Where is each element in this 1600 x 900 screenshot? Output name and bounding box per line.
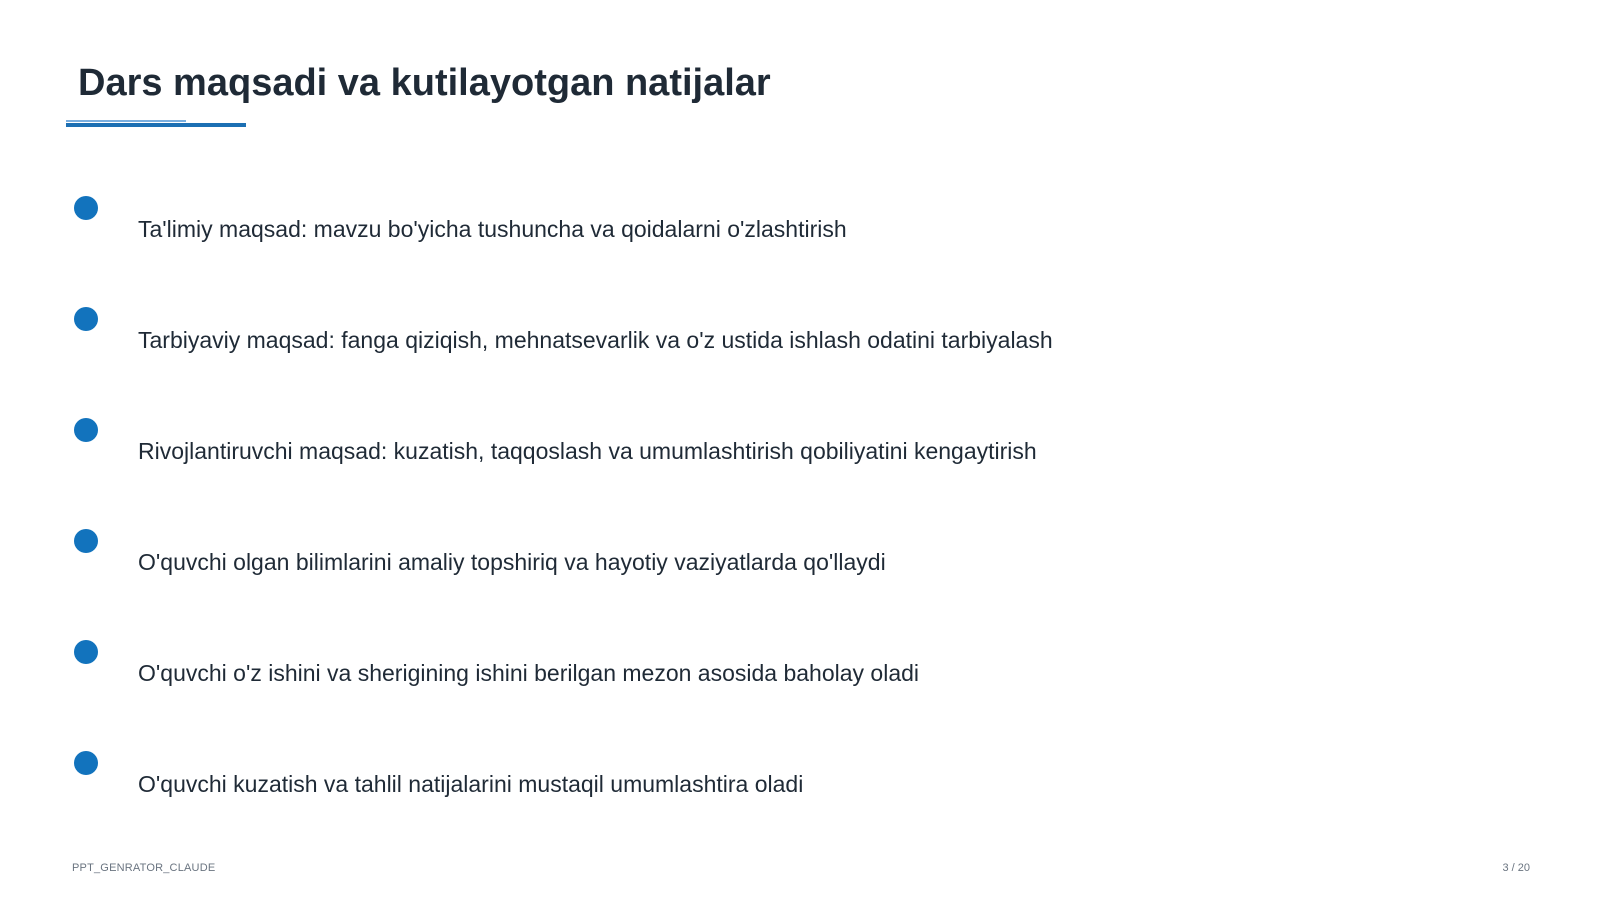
bullet-dot-icon bbox=[74, 751, 98, 775]
list-item bbox=[0, 529, 1500, 589]
list-item-text: Tarbiyaviy maqsad: fanga qiziqish, mehnatsevarlik va o'z ustida ishlash odatini tarbiyalash bbox=[138, 327, 1053, 353]
list-item-text: O'quvchi o'z ishini va sherigining ishini berilgan mezon asosida baholay oladi bbox=[138, 660, 920, 686]
list-item-text: Rivojlantiruvchi maqsad: kuzatish, taqqoslash va umumlashtirish qobiliyatini kengaytirish bbox=[138, 438, 1037, 464]
list-item-text: O'quvchi olgan bilimlarini amaliy topshiriq va hayotiy vaziyatlarda qo'llaydi bbox=[138, 549, 886, 575]
bullet-dot-icon bbox=[74, 418, 98, 442]
list-item bbox=[0, 196, 1500, 256]
title-underline-highlight bbox=[66, 120, 186, 122]
bullet-dot-icon bbox=[74, 529, 98, 553]
title-underline bbox=[66, 123, 246, 127]
page-indicator: 3 / 20 bbox=[1502, 862, 1530, 874]
list-item-text: O'quvchi kuzatish va tahlil natijalarini mustaqil umumlashtira oladi bbox=[138, 771, 804, 797]
list-item bbox=[0, 418, 1500, 478]
list-item bbox=[0, 751, 1500, 811]
slide-title: Dars maqsadi va kutilayotgan natijalar bbox=[78, 62, 771, 104]
footer-brand: PPT_GENRATOR_CLAUDE bbox=[72, 862, 216, 874]
list-item bbox=[0, 307, 1500, 367]
bullet-dot-icon bbox=[74, 307, 98, 331]
bullet-dot-icon bbox=[74, 196, 98, 220]
list-item-text: Ta'limiy maqsad: mavzu bo'yicha tushuncha va qoidalarni o'zlashtirish bbox=[138, 216, 847, 242]
list-item bbox=[0, 640, 1500, 700]
bullet-dot-icon bbox=[74, 640, 98, 664]
